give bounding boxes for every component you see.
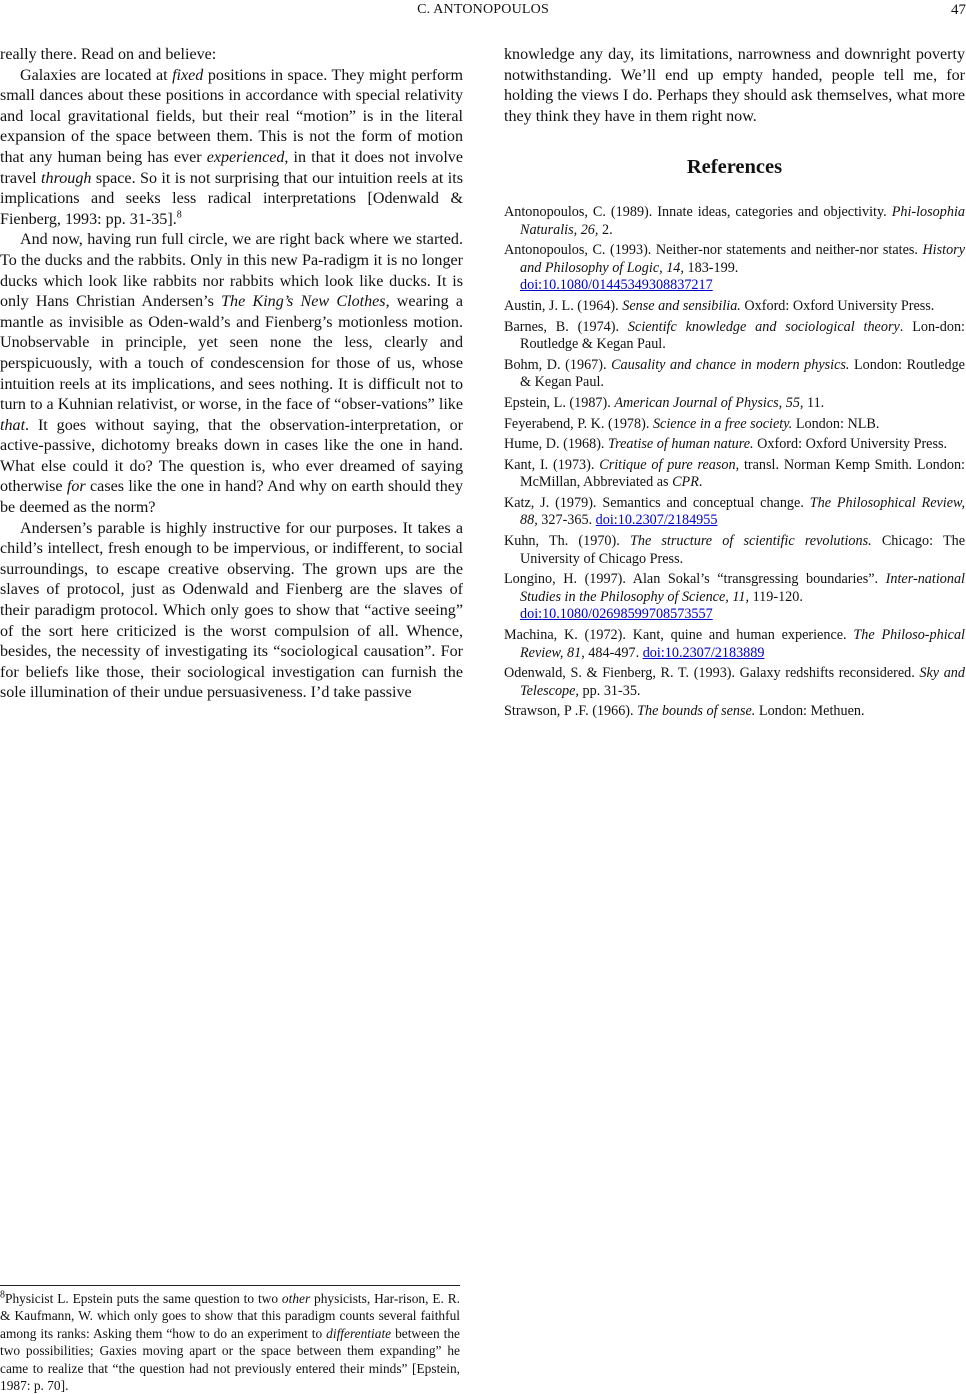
left-column <box>0 45 463 704</box>
running-head-author: C. ANTONOPOULOS <box>417 2 549 17</box>
reference-item: Longino, H. (1997). Alan Sokal’s “transgressing boundaries”. Inter-national Studies in the Philosophy of Science, 11, 119-120. doi:10.1080/02698599708573557 <box>504 571 965 623</box>
reference-list <box>504 204 965 721</box>
paragraph-ducks-rabbits: And now, having run full circle, we are right back where we started. To the ducks and the rabbits. Only in this new Pa-radigm it is no longer ducks which look like rabbits nor rabbits which look like ducks. It is only Hans Christian Andersen’s The King’s New Clothes, wearing a mantle as invisible as Oden-wald’s and Fienberg’s motionless motion. Unobservable in principle, yet seen none the less, clearly and perspicuously, with a touch of condescension for those of us, whose intuition reels at its implications, and sees nothing. It is difficult not to turn to a Kuhnian relativist, or worse, in the face of “obser-vations” like that. It goes without saying, that the observation-interpretation, or active-passive, dichotomy breaks down in cases like the one in hand. What else could it do? The question is, who ever dreamed of saying otherwise for cases like the one in hand? And why on earth should they be deemed as the norm? <box>0 231 464 517</box>
page-number: 47 <box>951 2 966 18</box>
reference-item: Machina, K. (1972). Kant, quine and human experience. The Philoso-phical Review, 81, 484-497. doi:10.2307/2183889 <box>504 627 965 661</box>
reference-item: Feyerabend, P. K. (1978). Science in a free society. London: NLB. <box>504 415 880 432</box>
reference-item: Odenwald, S. & Fienberg, R. T. (1993). Galaxy redshifts reconsidered. Sky and Telescope, pp. 31-35. <box>504 665 965 699</box>
reference-item: Antonopoulos, C. (1993). Neither-nor statements and neither-nor states. History and Philosophy of Logic, 14, 183-199. doi:10.1080/01445349308837217 <box>504 242 965 294</box>
doi-link[interactable]: doi:10.1080/01445349308837217 <box>520 277 713 294</box>
doi-link[interactable]: doi:10.1080/02698599708573557 <box>520 606 713 623</box>
reference-item: Austin, J. L. (1964). Sense and sensibilia. Oxford: Oxford University Press. <box>504 297 935 314</box>
footnote-reference[interactable]: 8 <box>176 209 182 221</box>
doi-link[interactable]: doi:10.2307/2184955 <box>595 512 718 529</box>
paragraph-galaxies: Galaxies are located at fixed positions in space. They might perform small dances about these positions in accordance with special relativity and local gravitational fields, but their real “motion” is in the literal expansion of the space between them. This is not the form of motion that any human being has ever experienced, in that it does not involve travel through space. So it is not surprising that our intuition reels at its implications and seeks less radical interpretations [Odenwald & Fienberg, 1993: pp. 31-35].$^8$ <box>0 66 463 228</box>
doi-link[interactable]: doi:10.2307/2183889 <box>642 644 765 661</box>
footnote: $^8$Physicist L. Epstein puts the same question to two other physicists, Har-rison, E. R. & Kaufmann, W. which only goes to show that this paradigm counts several faithful among its ranks: Asking them “how to do an experiment to differentiate between the two possibilities; Gaxies moving apart or the space between them expanding” he came to realize that “the question had not previously entered their minds” [Epstein, 1987: p. 70]. <box>0 1289 460 1394</box>
paragraph-lead: really there. Read on and believe: <box>0 46 217 63</box>
running-head <box>0 0 966 20</box>
reference-item: Epstein, L. (1987). American Journal of Physics, 55, 11. <box>504 394 825 411</box>
reference-item: Katz, J. (1979). Semantics and conceptual change. The Philosophical Review, 88, 327-365. doi:10.2307/2184955 <box>504 494 965 529</box>
paragraph-continuation: knowledge any day, its limitations, narrowness and downright poverty notwithstanding. We’ll end up empty handed, people tell me, for holding the views I do. Perhaps they should ask themselves, what more they think they have in them right now. <box>504 46 965 125</box>
reference-item: Kant, I. (1973). Critique of pure reason, transl. Norman Kemp Smith. London: McMillan, Abbreviated as CPR. <box>504 456 965 491</box>
reference-item: Barnes, B. (1974). Scientifc knowledge and sociological theory. Lon-don: Routledge & Kegan Paul. <box>504 318 965 353</box>
references-heading: References <box>686 156 783 179</box>
reference-item: Antonopoulos, C. (1989). Innate ideas, categories and objectivity. Phi-losophia Naturalis, 26, 2. <box>504 203 965 238</box>
footnote-divider <box>0 1285 460 1286</box>
reference-item: Kuhn, Th. (1970). The structure of scientific revolutions. Chicago: The University of Chicago Press. <box>504 533 965 567</box>
paragraph-parable: Andersen’s parable is highly instructive for our purposes. It takes a child’s intellect, fresh enough to be impervious, or indifferent, to social surroundings, to escape creative observing. The grown ups are the slaves of protocol, just as Odenwald and Fienberg are the slaves of their paradigm protocol. Which only goes to show that “active seeing” of the sort here criticized is the worst compulsion of all. Whence, besides, the necessity of investigating its “sociological causation”. For for beliefs like those, their sociological investigation can furnish the sole illumination of their undue persuasiveness. I’d take passive <box>0 519 463 702</box>
reference-item: Strawson, P .F. (1966). The bounds of sense. London: Methuen. <box>504 703 865 720</box>
reference-item: Bohm, D. (1967). Causality and chance in modern physics. London: Routledge & Kegan Paul. <box>504 356 965 391</box>
reference-item: Hume, D. (1968). Treatise of human nature. Oxford: Oxford University Press. <box>504 436 948 453</box>
right-column <box>504 45 965 724</box>
